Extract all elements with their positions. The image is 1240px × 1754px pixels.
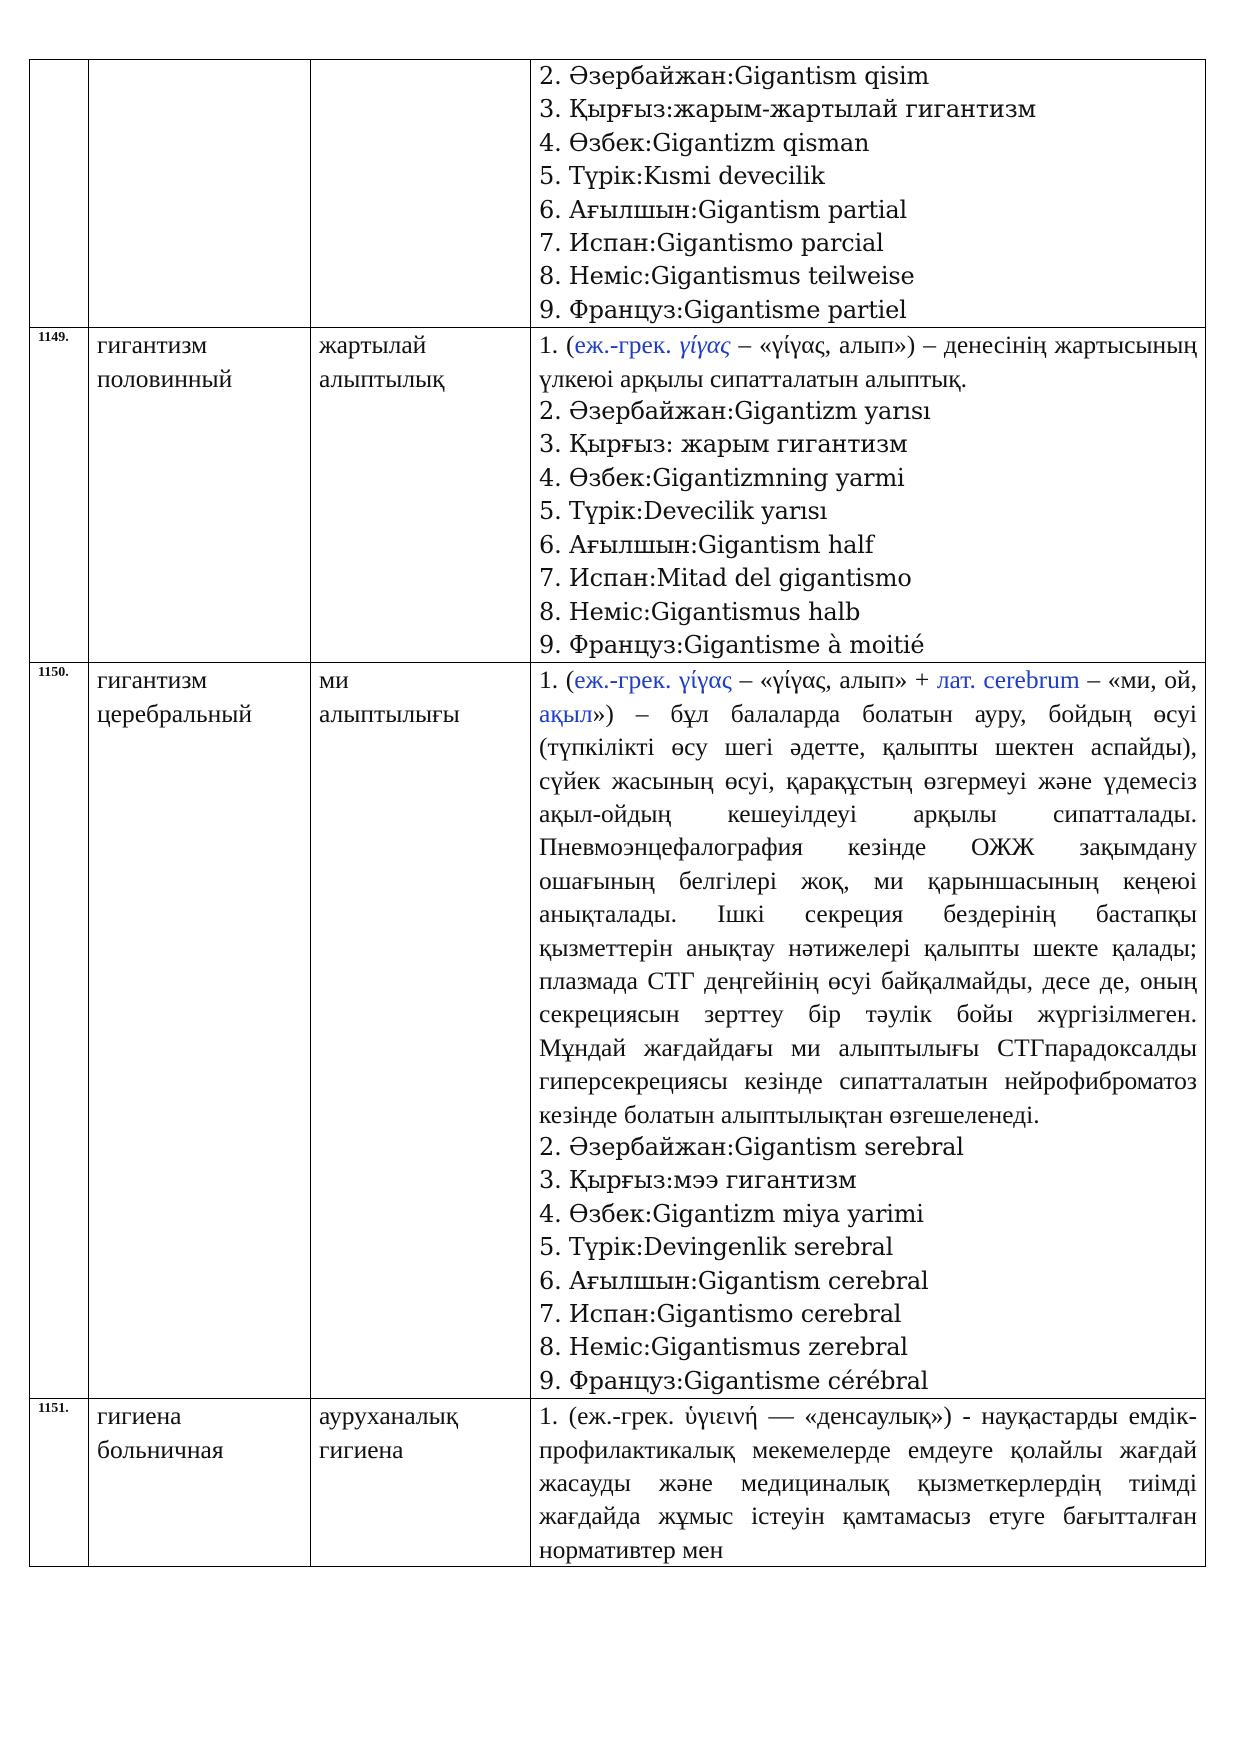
table-row [30,1399,1206,1567]
translation-line: 4. Өзбек:Gigantizm miya yarimi [539,1199,924,1228]
translation-line: 6. Ағылшын:Gigantism cerebral [539,1266,929,1295]
dictionary-table [29,59,1206,1567]
kazakh-term-line: ми [319,665,349,695]
kazakh-term-line: алыптылығы [319,698,460,728]
table-row [30,60,1206,328]
russian-term-line: половинный [97,363,233,393]
kazakh-term-cell [311,328,531,663]
kazakh-term-line: гигиена [319,1434,404,1464]
origin-label: еж.-грек. [574,330,680,360]
translation-line: 2. Әзербайжан:Gigantism qisim [539,62,930,90]
table-row [30,663,1206,1399]
highlighted-word: ақыл [539,698,593,728]
translation-line: 7. Испан:Gigantismo parcial [539,229,884,258]
entry-number: 1151. [30,1399,89,1567]
translation-line: 7. Испан:Mitad del gigantismo [539,564,912,593]
translation-line: 9. Француз:Gigantisme à moitié [539,630,925,659]
russian-term-line: церебральный [97,698,253,728]
definition-cell [531,328,1206,663]
entry-number-cell [30,60,89,328]
translation-line: 6. Ағылшын:Gigantism partial [539,195,907,224]
translation-line: 2. Әзербайжан:Gigantism serebral [539,1133,964,1161]
russian-term-cell [89,60,311,328]
translation-line: 7. Испан:Gigantismo cerebral [539,1300,902,1329]
russian-term-line: гигиена [97,1401,182,1431]
translation-line: 6. Ағылшын:Gigantism half [539,530,874,559]
translation-line: 5. Түрік:Devecilik yarısı [539,497,828,526]
translation-line: 8. Неміс:Gigantismus teilweise [539,262,915,291]
translation-line: 3. Қырғыз:мээ гигантизм [539,1166,857,1195]
kazakh-term-cell [311,1399,531,1567]
translation-line: 3. Қырғыз:жарым-жартылай гигантизм [539,95,1037,124]
russian-term-line: больничная [97,1434,224,1464]
russian-term-cell [89,328,311,663]
definition-cell [531,1399,1206,1567]
entry-number: 1149. [30,328,89,663]
translation-line: 3. Қырғыз: жарым гигантизм [539,430,908,459]
kazakh-term-line: жартылай [319,330,427,360]
definition-cell [531,60,1206,328]
translation-line: 8. Неміс:Gigantismus zerebral [539,1333,908,1362]
russian-term-cell [89,663,311,1399]
kazakh-term-line: алыптылық [319,363,445,393]
entry-number: 1150. [30,663,89,1399]
translation-line: 8. Неміс:Gigantismus halb [539,597,861,626]
translation-line: 5. Түрік:Devingenlik serebral [539,1233,894,1262]
greek-word: γίγας [679,330,731,360]
kazakh-term-line: ауруханалық [319,1401,459,1431]
russian-term-line: гигантизм [97,665,208,695]
definition-text: 1. (еж.-грек. γίγας – «γίγας, алып» + лат. cerebrum – «ми, ой, ақыл») – бұл балаларда болатын ауру, бойдың өсуі (түпкілікті өсу шегі әдетте, қалыпты шектен аспайды), сүйек жасының өсуі, қарақұстың өзгермеуі және үдемесіз ақыл-ойдың кешеуілдеуі арқылы сипатталады. Пневмоэнцефалография кезінде ОЖЖ зақымдану ошағының белгілері жоқ, ми қарыншасының кеңеюі анықталады. Ішкі секреция бездерінің бастапқы қызметтерін анықтау нәтижелері қалыпты шекте қалады; плазмада СТГ деңгейінің өсуі байқалмайды, десе де, оның секрециясын зерттеу бір тәулік бойы жүргізілмеген. Мұндай жағдайдағы ми алыптылығы СТГпарадоксалды гиперсекрециясы кезінде сипатталатын нейрофиброматоз кезінде болатын алыптылықтан өзгешеленеді. [539,665,1197,1129]
russian-term-line: гигантизм [97,330,208,360]
origin-label: еж.-грек. γίγας [574,665,732,695]
russian-term-cell [89,1399,311,1567]
kazakh-term-cell [311,663,531,1399]
translation-line: 9. Француз:Gigantisme cérébral [539,1366,929,1395]
translation-line: 2. Әзербайжан:Gigantizm yarısı [539,397,931,426]
translation-line: 5. Түрік:Kısmi devecilik [539,162,825,191]
table-row [30,328,1206,663]
definition-text: 1. (еж.-грек. ὑγιεινή — «денсаулық») - науқастарды емдік-профилактикалық мекемелерде емдеуге қолайлы жағдай жасауды және медициналық қызметкерлердің тиімді жағдайда жұмыс істеуін қамтамасыз етуге бағытталған нормативтер мен [539,1401,1197,1564]
latin-origin-label: лат. cerebrum [936,665,1080,695]
definition-cell [531,663,1206,1399]
definition-text: 1. (еж.-грек. γίγας – «γίγας, алып») – денесінің жартысының үлкеюі арқылы сипатталатын алыптық. [539,330,1197,393]
translation-line: 9. Француз:Gigantisme partiel [539,295,907,324]
translation-line: 4. Өзбек:Gigantizm qisman [539,128,870,157]
translation-line: 4. Өзбек:Gigantizmning yarmi [539,463,905,492]
kazakh-term-cell [311,60,531,328]
